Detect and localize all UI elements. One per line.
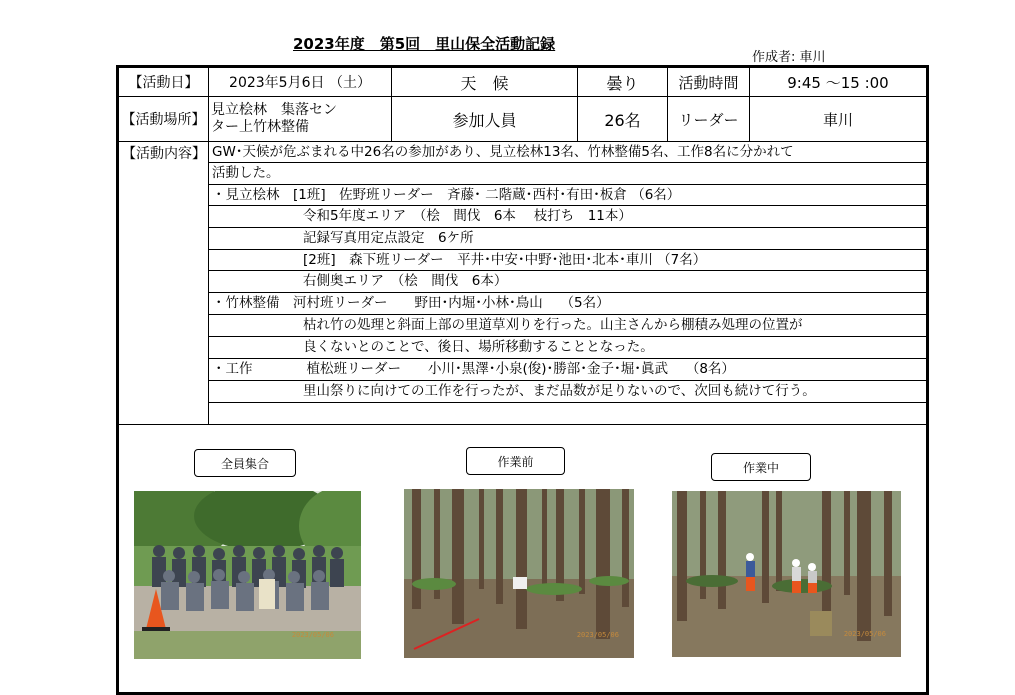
page-title: 2023年度 第5回 里山保全活動記録 (293, 35, 556, 53)
photo-label-all-members: 全員集合 (194, 449, 296, 477)
participants-value: 26名 (604, 110, 641, 130)
content-line: ・工作 植松班リーダー 小川･黒澤･小泉(俊)･勝部･金子･堀･眞武 （8名） (212, 361, 735, 377)
photo-label-during-work: 作業中 (711, 453, 811, 481)
content-line: GW･天候が危ぶまれる中26名の参加があり、見立桧林13名、竹林整備5名、工作8名に分かれて (212, 144, 794, 160)
place-value (211, 97, 389, 141)
row-divider (208, 402, 926, 403)
place-label: 【活動場所】 (121, 112, 206, 128)
author-label: 作成者: 車川 (752, 50, 826, 65)
during-work-photo (672, 491, 901, 657)
photo-label-before-work: 作業前 (466, 447, 565, 475)
time-label: 活動時間 (678, 73, 739, 92)
content-line: [2班] 森下班リーダー 平井･中安･中野･池田･北本･車川 （7名） (303, 252, 707, 268)
group-photo-date: 2023/05/06 (291, 631, 334, 639)
content-line: 里山祭りに向けての工作を行ったが、まだ品数が足りないので、次回も続けて行う。 (303, 383, 816, 399)
before-work-photo-date: 2023/05/06 (576, 631, 619, 639)
content-label: 【活動内容】 (122, 146, 206, 162)
content-line: 記録写真用定点設定 6ケ所 (303, 230, 474, 246)
leader-value: 車川 (822, 110, 853, 129)
weather-label: 天 候 (460, 73, 509, 93)
content-line: ・見立桧林 [1班] 佐野班リーダー 斉藤･ 二階蔵･西村･有田･板倉 （6名） (212, 187, 681, 203)
row-divider (208, 162, 926, 163)
date-value: 2023年5月6日 （土） (229, 75, 371, 91)
content-line: 良くないとのことで、後日、場所移動することとなった。 (303, 339, 654, 355)
content-line: 右側奥エリア （桧 間伐 6本） (303, 273, 508, 289)
date-label: 【活動日】 (128, 75, 199, 91)
col-divider (208, 68, 209, 424)
content-line: 活動した。 (212, 165, 280, 181)
section-divider (119, 424, 926, 425)
before-work-photo (404, 489, 634, 658)
time-value: 9:45 〜15 :00 (787, 73, 889, 92)
place-value-line1: 見立桧林 集落セン (211, 102, 337, 118)
during-work-photo-date: 2023/05/06 (843, 630, 886, 638)
content-line: 枯れ竹の処理と斜面上部の里道草刈りを行った。山主さんから棚積み処理の位置が (303, 317, 803, 333)
place-value-line2: ター上竹林整備 (211, 119, 309, 135)
participants-label: 参加人員 (452, 110, 517, 130)
group-photo (134, 491, 361, 659)
weather-value: 曇り (606, 73, 639, 93)
content-line: 令和5年度エリア （桧 間伐 6本 枝打ち 11本） (303, 208, 632, 224)
leader-label: リーダー (678, 110, 739, 129)
content-line: ・竹林整備 河村班リーダー 野田･内堀･小林･鳥山 （5名） (212, 295, 610, 311)
